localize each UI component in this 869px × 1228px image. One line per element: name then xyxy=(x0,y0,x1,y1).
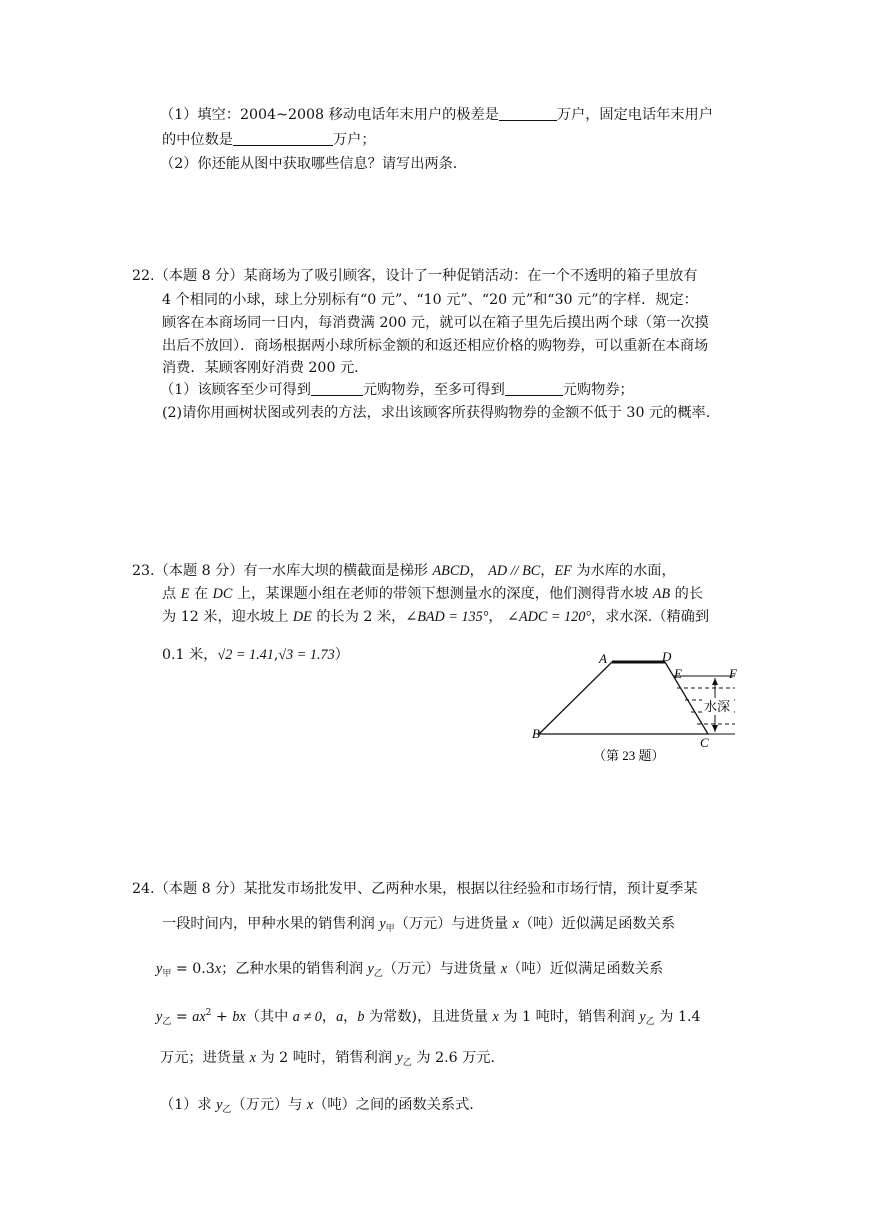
q22-line5 xyxy=(162,358,359,378)
depth-arrow-head-bottom xyxy=(712,725,718,732)
q23-angle-bad: ∠BAD = 135° xyxy=(405,609,489,625)
q21-part1-text-d: 万户； xyxy=(332,132,376,148)
q24-var-x: x xyxy=(249,1050,256,1066)
q23-line1-text-a: 23.（本题 8 分）有一水库大坝的横截面是梯形 xyxy=(132,563,433,579)
q24-line5 xyxy=(160,1048,495,1073)
q24-eq-jia: = 0.3 xyxy=(171,961,215,977)
q23-line3-text-c: ， xyxy=(488,609,508,625)
q21-range-answer-blank[interactable] xyxy=(499,106,557,121)
q23-line2-text-d: 的长 xyxy=(670,586,704,602)
q24-sub-yi: 乙 xyxy=(373,969,383,979)
q22-part1-text-b: 元购物券，至多可得到 xyxy=(362,382,505,398)
q23-ef-label: EF xyxy=(554,563,572,579)
label-b: B xyxy=(532,726,540,741)
q24-term-ax: ax xyxy=(192,1009,206,1025)
q24-var-y: y xyxy=(367,961,374,977)
q24-var-x: x xyxy=(512,916,519,932)
q22-part2 xyxy=(162,403,710,423)
q24-term-bx: bx xyxy=(232,1009,246,1025)
q23-point-e: E xyxy=(180,586,190,602)
q23-line2-text-c: 上，某课题小组在老师的带领下想测量水的深度，他们测得背水坡 xyxy=(232,586,653,602)
q24-sub-yi: 乙 xyxy=(222,1105,232,1115)
q24-line2-text-b: （万元）与进货量 xyxy=(394,916,513,932)
q23-dam-figure xyxy=(525,648,745,768)
q24-line1 xyxy=(132,879,698,899)
label-a: A xyxy=(599,651,607,666)
q24-line5-text-b: 为 2 吨时，销售利润 xyxy=(255,1050,397,1066)
q24-var-x: x xyxy=(306,1097,314,1113)
q21-part1-line1 xyxy=(160,105,713,125)
q24-sub-jia: 甲 xyxy=(162,969,172,979)
q24-var-x: x xyxy=(500,961,508,977)
q23-line1 xyxy=(132,561,676,581)
q24-line4-text-b: ， xyxy=(321,1009,337,1025)
q24-sub-yi: 乙 xyxy=(402,1058,412,1068)
q21-part2 xyxy=(160,154,457,174)
q22-line3 xyxy=(162,313,709,333)
q23-line3 xyxy=(162,607,709,627)
q24-line2 xyxy=(162,914,675,939)
q22-min-answer-blank[interactable] xyxy=(311,381,363,396)
q24-line4-text-c: ， xyxy=(343,1009,358,1025)
q23-line3-text-b: 的长为 2 米， xyxy=(311,609,406,625)
q24-sub-jia: 甲 xyxy=(385,924,395,934)
q24-line4-text-d: 为常数)，且进货量 xyxy=(364,1009,493,1025)
depth-arrow-head-top xyxy=(712,678,718,685)
q23-line4 xyxy=(162,645,349,665)
q23-segment-dc: DC xyxy=(212,586,233,602)
q23-angle-adc: ∠ADC = 120° xyxy=(507,609,592,625)
q22-part1 xyxy=(160,380,634,400)
q23-line3-text-d: ，求水深.（精确到 xyxy=(591,609,710,625)
q22-part1-text-c: 元购物券； xyxy=(562,382,634,398)
q22-part2-text: (2)请你用画树状图或列表的方法，求出该顾客所获得购物券的金额不低于 30 元的概率. xyxy=(162,405,711,421)
q22-max-answer-blank[interactable] xyxy=(505,381,563,396)
q21-part1-text-a: （1）填空：2004~2008 移动电话年末用户的极差是 xyxy=(160,107,499,123)
q24-line4-text-a: （其中 xyxy=(245,1009,293,1025)
q23-line4-separator: , xyxy=(273,647,279,663)
q24-line2-text-a: 一段时间内，甲种水果的销售利润 xyxy=(162,916,380,932)
q24-square: 2 xyxy=(205,1008,212,1018)
q24-var-a: a xyxy=(336,1009,344,1025)
q22-line1 xyxy=(132,266,698,286)
q24-eq-sign: = xyxy=(171,1009,193,1025)
label-c: C xyxy=(700,735,709,750)
q24-line3-text-b: （万元）与进货量 xyxy=(382,961,501,977)
q23-line3-text-a: 为 12 米，迎水坡上 xyxy=(162,609,293,625)
q21-part2-text: （2）你还能从图中获取哪些信息？请写出两条. xyxy=(160,156,458,172)
q22-line2 xyxy=(162,290,698,310)
q24-var-y: y xyxy=(396,1050,403,1066)
depth-label: 水深 xyxy=(704,699,731,714)
q23-sqrt3-value: √3 = 1.73 xyxy=(278,647,335,663)
q23-line1-text-b: ， xyxy=(469,563,489,579)
q24-var-y: y xyxy=(156,961,163,977)
q24-part1 xyxy=(160,1095,474,1120)
q23-parallel-relation: AD // BC xyxy=(488,563,541,579)
q22-line2-text: 4 个相同的小球，球上分别标有“0 元”、“10 元”、“20 元”和“30 元”的字样．规定： xyxy=(162,292,698,308)
q23-line2-text-b: 在 xyxy=(189,586,213,602)
q23-trapezoid-name: ABCD xyxy=(432,563,470,579)
q24-plus: + xyxy=(211,1009,233,1025)
q24-line3-text-a: ；乙种水果的销售利润 xyxy=(221,961,368,977)
q24-line3-text-c: （吨）近似满足函数关系 xyxy=(507,961,664,977)
q24-line5-text-a: 万元；进货量 xyxy=(160,1050,250,1066)
q24-line4-text-e: 为 1 吨时，销售利润 xyxy=(498,1009,640,1025)
q24-var-x: x xyxy=(492,1009,499,1025)
q24-part1-text-b: （万元）与 xyxy=(231,1097,307,1113)
q24-line2-text-c: （吨）近似满足函数关系 xyxy=(518,916,676,932)
q23-sqrt2-value: √2 = 1.41 xyxy=(217,647,274,663)
q21-part1-text-c: 的中位数是 xyxy=(162,132,233,148)
q22-line4 xyxy=(162,336,708,356)
q21-median-answer-blank[interactable] xyxy=(233,131,333,146)
q24-a-nonzero: a ≠ 0 xyxy=(292,1009,322,1025)
q23-line1-text-c: ， xyxy=(540,563,555,579)
q24-var-y: y xyxy=(216,1097,223,1113)
q24-var-y: y xyxy=(379,916,386,932)
label-e: E xyxy=(674,666,682,681)
q22-line3-text: 顾客在本商场同一日内，每消费满 200 元，就可以在箱子里先后摸出两个球（第一次摸 xyxy=(162,315,709,331)
q24-line3 xyxy=(156,959,663,984)
q23-segment-ab: AB xyxy=(652,586,671,602)
label-d: D xyxy=(662,649,672,664)
q24-line1-text: 24.（本题 8 分）某批发市场批发甲、乙两种水果，根据以往经验和市场行情，预计夏季某 xyxy=(132,881,698,897)
q24-sub-yi: 乙 xyxy=(645,1017,655,1027)
q22-line5-text: 消费．某顾客刚好消费 200 元. xyxy=(162,360,359,376)
q22-line4-text: 出后不放回）．商场根据两小球所标金额的和返还相应价格的购物券，可以重新在本商场 xyxy=(162,338,709,354)
q23-line4-text-a: 0.1 米， xyxy=(162,647,218,663)
q23-segment-de: DE xyxy=(292,609,312,625)
q23-line2-text-a: 点 xyxy=(162,586,181,602)
q24-sub-yi: 乙 xyxy=(162,1017,172,1027)
figure-caption: （第 23 题） xyxy=(593,748,665,763)
q24-part1-text-a: （1）求 xyxy=(160,1097,217,1113)
q24-part1-text-c: （吨）之间的函数关系式. xyxy=(313,1097,474,1113)
q23-line2 xyxy=(162,584,703,604)
q24-line5-text-c: 为 2.6 万元. xyxy=(411,1050,496,1066)
q24-var-x: x xyxy=(214,961,222,977)
q24-var-y: y xyxy=(156,1009,163,1025)
q23-line4-text-b: ） xyxy=(334,647,349,663)
q22-part1-text-a: （1）该顾客至少可得到 xyxy=(160,382,311,398)
label-f: F xyxy=(729,666,737,681)
q21-part1-line2 xyxy=(162,130,376,150)
q24-var-y: y xyxy=(639,1009,646,1025)
q23-line1-text-d: 为水库的水面， xyxy=(571,563,676,579)
q21-part1-text-b: 万户，固定电话年末用户 xyxy=(556,107,713,123)
q24-line4 xyxy=(156,1003,701,1032)
q22-line1-text: 22.（本题 8 分）某商场为了吸引顾客，设计了一种促销活动：在一个不透明的箱子里放有 xyxy=(132,268,698,284)
q24-var-b: b xyxy=(357,1009,365,1025)
dam-trapezoid xyxy=(539,662,708,734)
q24-line4-text-f: 为 1.4 xyxy=(654,1009,701,1025)
